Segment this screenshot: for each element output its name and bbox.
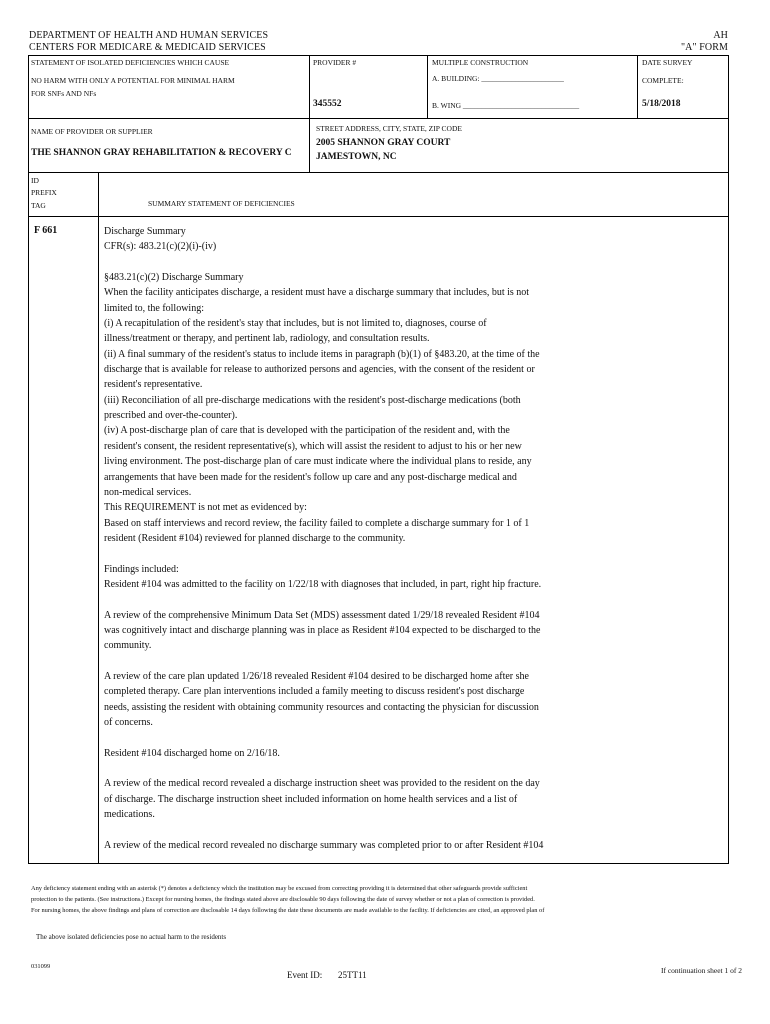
deficiency-line: This REQUIREMENT is not met as evidenced by: bbox=[104, 502, 307, 514]
deficiency-line: (iv) A post-discharge plan of care that is developed with the participation of the resident and, with the bbox=[104, 425, 510, 437]
centers-name: CENTERS FOR MEDICARE & MEDICAID SERVICES bbox=[29, 42, 266, 53]
deficiency-line: arrangements that have been made for the resident's follow up care and any post-discharge medical and bbox=[104, 471, 517, 483]
deficiency-line: A review of the care plan updated 1/26/18 revealed Resident #104 desired to be discharged home after she bbox=[104, 670, 529, 682]
provider-name-label: NAME OF PROVIDER OR SUPPLIER bbox=[31, 127, 153, 136]
event-id-value: 25TT11 bbox=[338, 970, 367, 980]
deficiency-line: illness/treatment or therapy, and pertinent lab, radiology, and consultation results. bbox=[104, 333, 430, 345]
deficiency-line: medications. bbox=[104, 809, 155, 821]
deficiency-line: Findings included: bbox=[104, 563, 179, 575]
deficiency-line bbox=[104, 592, 724, 607]
deficiency-line: needs, assisting the resident with obtaining community resources and contacting the physician for discussion bbox=[104, 701, 539, 713]
deficiency-line: of discharge. The discharge instruction sheet included information on home health services and a list of bbox=[104, 793, 518, 805]
deficiency-line: When the facility anticipates discharge, a resident must have a discharge summary that includes, but is not bbox=[104, 287, 530, 299]
isolated-deficiencies-note: The above isolated deficiencies pose no actual harm to the residents bbox=[36, 933, 227, 941]
form-code: AH bbox=[713, 30, 728, 41]
deficiency-line: prescribed and over-the-counter). bbox=[104, 410, 238, 422]
date-complete-label: COMPLETE: bbox=[642, 76, 684, 85]
deficiency-line: resident (Resident #104) reviewed for planned discharge to the community. bbox=[104, 532, 406, 544]
deficiency-line: living environment. The post-discharge plan of care must indicate where the individual plans to reside, any bbox=[104, 456, 532, 468]
deficiency-line: Resident #104 discharged home on 2/16/18. bbox=[104, 747, 280, 759]
building-label: A. BUILDING: ______________________ bbox=[432, 74, 564, 83]
multiple-construction-label: MULTIPLE CONSTRUCTION bbox=[432, 58, 529, 67]
summary-statement-header: SUMMARY STATEMENT OF DEFICIENCIES bbox=[148, 199, 295, 208]
deficiency-line bbox=[104, 761, 724, 776]
street-address: 2005 SHANNON GRAY COURT bbox=[316, 138, 451, 148]
deficiency-line: CFR(s): 483.21(c)(2)(i)-(iv) bbox=[104, 241, 217, 253]
deficiency-line bbox=[104, 822, 724, 837]
provider-number-label: PROVIDER # bbox=[313, 58, 357, 67]
footer-note-3: For nursing homes, the above findings and plans of correction are disclosable 14 days following the date these documents are made available to the facility. If deficiencies are cited, an approved plan of bbox=[31, 907, 545, 914]
id-label: ID bbox=[31, 176, 39, 185]
wing-label: B. WING _______________________________ bbox=[432, 101, 580, 110]
provider-name-value: THE SHANNON GRAY REHABILITATION & RECOVERY C bbox=[31, 148, 292, 158]
form-name: "A" FORM bbox=[680, 42, 728, 53]
deficiency-text bbox=[104, 224, 724, 853]
address-label: STREET ADDRESS, CITY, STATE, ZIP CODE bbox=[316, 124, 462, 133]
tag-label: TAG bbox=[31, 201, 46, 210]
deficiency-line bbox=[104, 730, 724, 745]
deficiency-line bbox=[104, 255, 724, 270]
deficiency-line: A review of the comprehensive Minimum Data Set (MDS) assessment dated 1/29/18 revealed Resident #104 bbox=[104, 609, 540, 621]
deficiency-line: limited to, the following: bbox=[104, 302, 204, 314]
deficiency-line bbox=[104, 654, 724, 669]
date-survey-value: 5/18/2018 bbox=[642, 99, 681, 109]
event-id-label: Event ID: bbox=[287, 970, 323, 980]
deficiency-line: resident's consent, the resident representative(s), which will assist the resident to adjust to his or her new bbox=[104, 440, 522, 452]
deficiency-line: was cognitively intact and discharge planning was in place as Resident #104 expected to be discharged to the bbox=[104, 624, 541, 636]
snf-label: FOR SNFs AND NFs bbox=[31, 89, 97, 98]
deficiency-line bbox=[104, 546, 724, 561]
deficiency-line: Discharge Summary bbox=[104, 226, 186, 237]
deficiency-line: §483.21(c)(2) Discharge Summary bbox=[104, 272, 244, 284]
deficiency-line: resident's representative. bbox=[104, 379, 203, 391]
deficiency-line: Based on staff interviews and record review, the facility failed to complete a discharge summary for 1 of 1 bbox=[104, 517, 530, 529]
footer-note-2: protection to the patients. (See instructions.) Except for nursing homes, the findings stated above are disclosable 90 days following the date of survey whether or not a plan of correction is provided. bbox=[31, 896, 535, 903]
deficiency-line: A review of the medical record revealed a discharge instruction sheet was provided to the resident on the day bbox=[104, 778, 540, 790]
department-name: DEPARTMENT OF HEALTH AND HUMAN SERVICES bbox=[29, 30, 269, 41]
deficiency-line: of concerns. bbox=[104, 717, 153, 728]
form-number: 031099 bbox=[31, 963, 51, 970]
deficiency-line: community. bbox=[104, 640, 152, 652]
deficiency-line: Resident #104 was admitted to the facility on 1/22/18 with diagnoses that included, in part, right hip fracture. bbox=[104, 578, 542, 590]
deficiency-line: (ii) A final summary of the resident's status to include items in paragraph (b)(1) of §483.20, at the time of the bbox=[104, 348, 540, 360]
deficiency-line: (iii) Reconciliation of all pre-discharge medications with the resident's post-discharge medications (both bbox=[104, 394, 521, 406]
continuation-sheet: If continuation sheet 1 of 2 bbox=[660, 966, 742, 975]
no-harm-label: NO HARM WITH ONLY A POTENTIAL FOR MINIMAL HARM bbox=[31, 76, 235, 85]
deficiency-line: (i) A recapitulation of the resident's stay that includes, but is not limited to, diagnoses, course of bbox=[104, 318, 487, 330]
prefix-label: PREFIX bbox=[31, 188, 57, 197]
deficiency-line: A review of the medical record revealed no discharge summary was completed prior to or after Resident #104 bbox=[104, 839, 544, 851]
provider-number-value: 345552 bbox=[313, 99, 342, 109]
deficiency-line: completed therapy. Care plan interventions included a family meeting to discuss resident's post discharge bbox=[104, 686, 525, 698]
deficiency-tag: F 661 bbox=[34, 225, 58, 236]
city-state: JAMESTOWN, NC bbox=[316, 152, 397, 162]
deficiency-line: non-medical services. bbox=[104, 486, 192, 498]
deficiency-line: discharge that is available for release to authorized persons and agencies, with the consent of the resident or bbox=[104, 364, 535, 376]
statement-label: STATEMENT OF ISOLATED DEFICIENCIES WHICH CAUSE bbox=[31, 58, 230, 67]
date-survey-label: DATE SURVEY bbox=[642, 58, 693, 67]
footer-note-1: Any deficiency statement ending with an asterisk (*) denotes a deficiency which the institution may be excused from correcting providing it is determined that other safeguards provide sufficient bbox=[31, 885, 528, 892]
